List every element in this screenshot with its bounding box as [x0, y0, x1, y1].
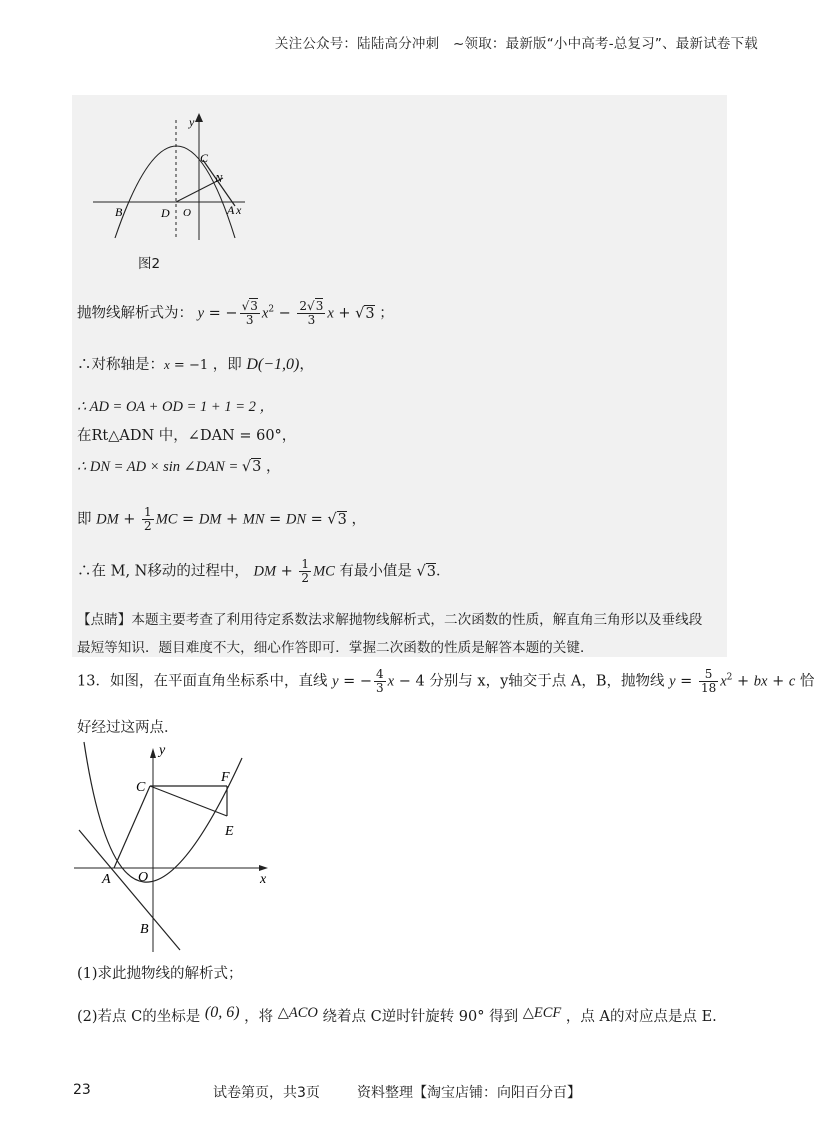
solution-line-5: ∴ DN = AD × sin ∠DAN = √3 ，	[77, 459, 281, 475]
fig13-label-E: E	[225, 824, 234, 839]
solution-line-3: ∴ AD = OA + OD = 1 + 1 = 2 ，	[77, 399, 274, 415]
fig2-label-A: A	[227, 203, 235, 217]
question-1: (1)求此抛物线的解析式；	[77, 966, 243, 982]
triangle-ECF: △ECF	[522, 1005, 562, 1021]
fig2-label-B: B	[115, 205, 123, 219]
fig2-label-C: C	[200, 151, 209, 165]
fig2-label-O: O	[183, 207, 191, 219]
fig13-label-y: y	[159, 743, 166, 758]
solution-line-6: 即 DM + $\frac{1}{2}$ MC = DM + MN = DN = √3 ，	[77, 505, 366, 533]
footer-right: 资料整理【淘宝店铺：向阳百分百】	[357, 1085, 581, 1101]
page-number: 23	[73, 1082, 91, 1098]
comment-line-2: 最短等知识．题目难度不大，细心作答即可．掌握二次函数的性质是解答本题的关键．	[77, 640, 594, 656]
figure-13	[70, 740, 285, 955]
figure-2	[85, 110, 255, 250]
fig13-label-B: B	[140, 922, 149, 937]
fig13-label-A: A	[102, 872, 111, 887]
solution-line-4: 在Rt△ADN 中，∠DAN = 60°，	[77, 428, 297, 444]
triangle-ACO: △ACO	[277, 1005, 318, 1021]
page-header: 关注公众号：陆陆高分冲刺 ~领取：最新版“小中高考-总复习”、最新试卷下载	[274, 36, 758, 52]
fig2-label-x: x	[236, 203, 242, 217]
fig2-label-y: y	[189, 115, 195, 129]
problem13-line-2: 好经过这两点．	[77, 720, 179, 736]
fig13-label-F: F	[221, 770, 230, 785]
fig2-label-D: D	[161, 206, 170, 220]
question-2: (2)若点 C的坐标是 (0, 6) ，将 △ACO 绕着点 C逆时针旋转 90° 得到 △ECF ，点 A的对应点是点 E.	[77, 1004, 717, 1025]
point-D: D(−1,0)	[246, 356, 300, 373]
fig2-label-N: N	[215, 173, 223, 185]
footer-center: 试卷第页，共3页	[213, 1085, 320, 1101]
fig13-label-O: O	[138, 870, 149, 885]
solution-line-2: ∴对称轴是：x = −1 ，即 D(−1,0)，	[77, 356, 314, 373]
problem13-line-1: 13．如图，在平面直角坐标系中，直线 y = − $\frac{4}{3}$ x − 4 分别与 x，y轴交于点 A，B，抛物线 y = $\frac{5}{18}$ $x^2$ + bx + c 恰	[77, 667, 814, 695]
comment-line-1: 【点睛】本题主要考查了利用待定系数法求解抛物线解析式，二次函数的性质，解直角三角形以及垂线段	[77, 612, 703, 628]
solution-line-1: 抛物线解析式为： y = − $\frac{√3}{3}$ $x^2$ − $\frac{2√3}{3}$ x + √3 ；	[77, 299, 394, 327]
fig13-label-C: C	[136, 780, 146, 795]
point-C: (0, 6)	[204, 1004, 240, 1021]
figure-2-caption: 图2	[138, 256, 161, 272]
fig13-label-x: x	[260, 872, 267, 887]
solution-line-7: ∴在 M, N移动的过程中， DM + $\frac{1}{2}$ MC 有最小值是 √3．	[77, 557, 451, 585]
